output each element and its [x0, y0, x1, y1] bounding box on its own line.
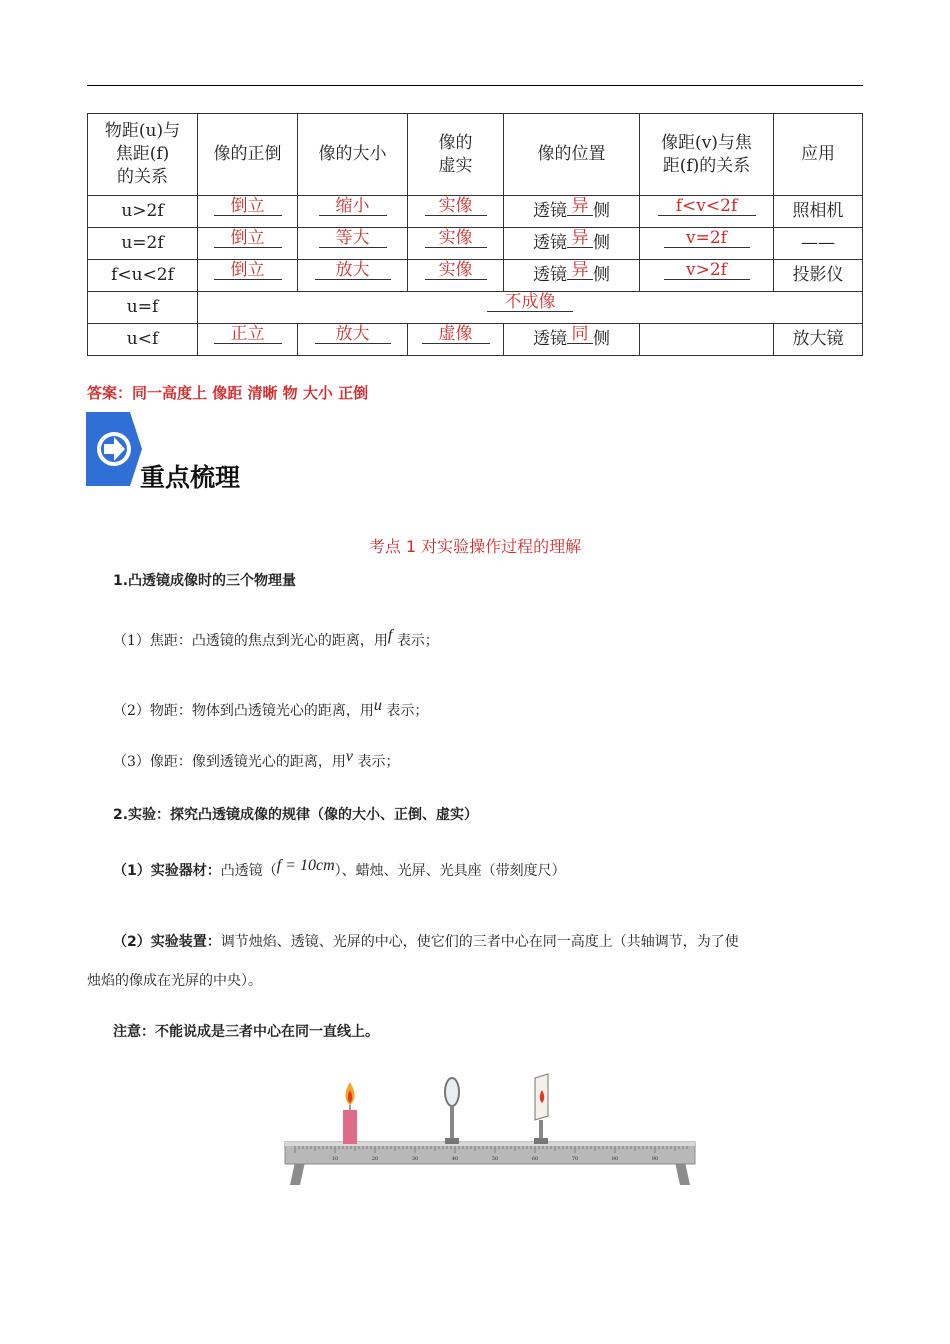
answer-blank: 实像: [425, 198, 487, 216]
answer-line: 答案：同一高度上 像距 清晰 物 大小 正倒: [87, 384, 369, 402]
answer-blank: 放大: [315, 262, 391, 280]
table-row: u=2f 倒立 等大 实像 透镜 异 侧 v=2f ——: [88, 228, 863, 260]
kaodian-heading: 考点 1 对实验操作过程的理解: [368, 537, 582, 556]
table-row: u=f 不成像: [88, 292, 863, 324]
heading-1: 1.凸透镜成像时的三个物理量: [113, 573, 297, 589]
table-row: u>2f 倒立 缩小 实像 透镜 异 侧 f<v<2f 照相机: [88, 196, 863, 228]
ruler-tick-label: 70: [571, 1156, 579, 1162]
answer-blank: 实像: [425, 262, 487, 280]
bench-leg: [290, 1162, 305, 1185]
ruler-tick-label: 60: [531, 1156, 539, 1162]
answer-blank: 异: [567, 198, 593, 216]
answer-blank: 异: [567, 262, 593, 280]
header-cell: 像的位置: [504, 114, 640, 196]
answer-blank: v=2f: [664, 230, 750, 248]
header-cell: 应用: [774, 114, 863, 196]
ruler-tick-label: 90: [651, 1156, 659, 1162]
header-cell: 像的正倒: [198, 114, 298, 196]
header-cell: 像的大小: [298, 114, 408, 196]
optical-bench-illustration: [280, 1070, 700, 1190]
lens-icon: [445, 1078, 459, 1106]
header-cell: 物距(u)与 焦距(f) 的关系: [88, 114, 198, 196]
paragraph-object-distance: （2）物距：物体到凸透镜光心的距离，用u 表示；: [113, 697, 429, 719]
answer-blank: 异: [567, 230, 593, 248]
lens-imaging-table: [87, 113, 863, 356]
table-row: u<f 正立 放大 虚像 透镜 同 侧 放大镜: [88, 324, 863, 356]
heading-2: 2.实验：探究凸透镜成像的规律（像的大小、正倒、虚实）: [113, 807, 479, 823]
answer-blank: 倒立: [214, 230, 282, 248]
paragraph-setup: （2）实验装置：调节烛焰、透镜、光屏的中心，使它们的三者中心在同一高度上（共轴调节，为了使: [113, 934, 739, 950]
table-header-row: [88, 114, 863, 196]
candle: [343, 1110, 357, 1144]
answer-blank: f<v<2f: [658, 198, 756, 216]
section-title: 重点梳理: [140, 463, 241, 492]
ruler-tick-label: 40: [451, 1156, 459, 1162]
header-cell: 像距(v)与焦 距(f)的关系: [640, 114, 774, 196]
note: 注意：不能说成是三者中心在同一直线上。: [113, 1024, 379, 1040]
answer-blank: 倒立: [214, 262, 282, 280]
table-row: f<u<2f 倒立 放大 实像 透镜 异 侧 v>2f 投影仪: [88, 260, 863, 292]
ruler-tick-label: 10: [331, 1156, 339, 1162]
ruler-tick-label: 50: [491, 1156, 499, 1162]
answer-blank: 等大: [319, 230, 387, 248]
answer-blank: 放大: [315, 326, 391, 344]
answer-blank: 缩小: [319, 198, 387, 216]
header-rule: [87, 85, 863, 86]
paragraph-image-distance: （3）像距：像到透镜光心的距离，用v 表示；: [113, 748, 400, 770]
paragraph-focal-length: （1）焦距：凸透镜的焦点到光心的距离，用f 表示；: [113, 627, 439, 649]
paragraph-equipment: （1）实验器材：凸透镜（f = 10cm）、蜡烛、光屏、光具座（带刻度尺）: [113, 857, 566, 879]
answer-blank: 实像: [425, 230, 487, 248]
arrow-icon: [86, 412, 142, 486]
paragraph-setup-cont: 烛焰的像成在光屏的中央）。: [87, 973, 262, 989]
ruler-tick-label: 80: [611, 1156, 619, 1162]
answer-blank: 虚像: [422, 326, 490, 344]
header-cell: 像的 虚实: [408, 114, 504, 196]
answer-blank: 同: [567, 326, 593, 344]
answer-blank: 正立: [214, 326, 282, 344]
bench-leg: [675, 1162, 690, 1185]
ruler-tick-label: 30: [411, 1156, 419, 1162]
ruler-tick-label: 20: [371, 1156, 379, 1162]
answer-blank: 不成像: [487, 294, 573, 312]
answer-blank: 倒立: [214, 198, 282, 216]
answer-blank: v>2f: [664, 262, 750, 280]
